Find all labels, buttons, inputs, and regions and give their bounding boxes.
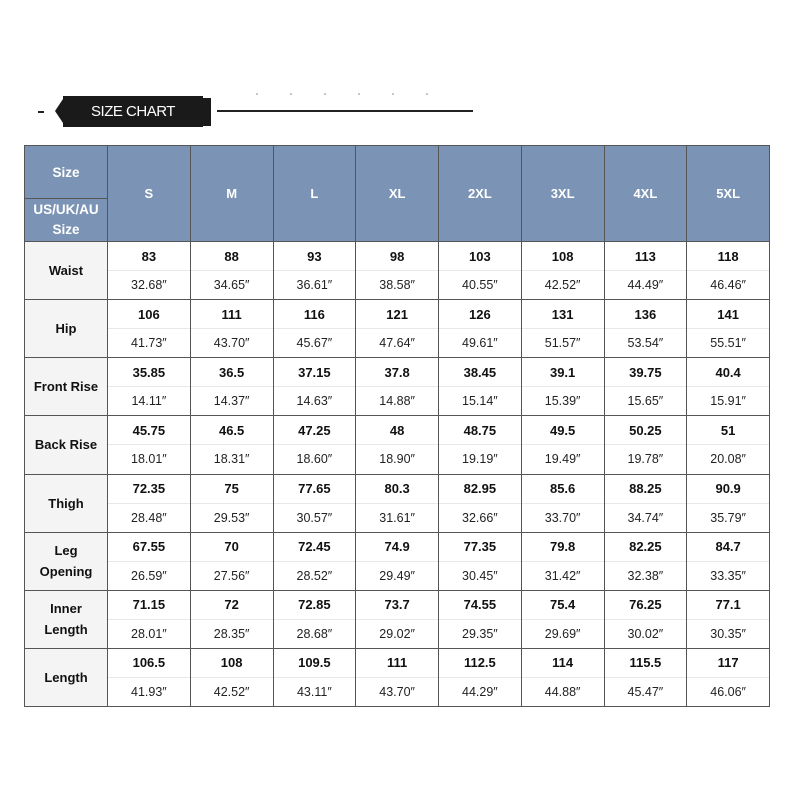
inch-value: 35.79″: [710, 510, 746, 525]
measurement-label-line: Back Rise: [34, 437, 98, 453]
size-value-cell: [439, 416, 522, 474]
inch-value: 43.70″: [213, 336, 250, 351]
inch-value: 29.53″: [213, 510, 250, 525]
size-value-cell: [190, 474, 273, 532]
inch-value: 29.02″: [379, 626, 415, 641]
cm-value: 72.45: [298, 539, 331, 555]
measurement-label-line: Thigh: [48, 495, 84, 511]
table-row: [25, 242, 770, 300]
size-value-cell: [108, 474, 191, 532]
cm-value: 49.5: [549, 422, 576, 438]
size-value-cell: [439, 532, 522, 590]
cm-value: 106: [138, 306, 160, 322]
inch-value: 43.11″: [296, 684, 332, 699]
cm-value: 82.95: [463, 481, 497, 497]
inch-value: 36.61″: [296, 278, 333, 293]
region-size-label: [25, 199, 107, 241]
cm-value: 77.1: [715, 597, 741, 613]
cm-value: 103: [469, 248, 491, 264]
inch-value: 45.67″: [296, 336, 333, 351]
cm-value: 72.85: [298, 597, 331, 613]
size-chart-banner: [0, 0, 800, 140]
size-value-cell: [687, 590, 770, 648]
inch-value: 15.91″: [710, 394, 746, 409]
inch-value: 28.68″: [296, 626, 333, 641]
inch-value: 42.52″: [544, 278, 581, 293]
measurement-label-line: Opening: [39, 564, 93, 580]
cm-value: 51: [720, 422, 736, 438]
size-value-cell: [273, 300, 356, 358]
cm-value: 75: [224, 481, 239, 497]
banner-dash: [38, 111, 44, 113]
inch-value: 41.93″: [131, 684, 167, 699]
header-row: [25, 146, 770, 242]
measurement-label-line: Leg: [54, 543, 78, 559]
cm-value: 108: [551, 248, 574, 264]
cm-value: 39.1: [549, 364, 576, 380]
inch-value: 28.01″: [131, 626, 167, 641]
cm-value: 77.35: [463, 539, 497, 555]
inch-value: 46.06″: [710, 684, 746, 699]
size-value-cell: [439, 648, 522, 706]
inch-value: 44.49″: [627, 278, 664, 293]
size-value-cell: [439, 242, 522, 300]
cm-value: 45.75: [132, 422, 166, 438]
cm-value: 109.5: [298, 655, 331, 671]
inch-value: 30.57″: [296, 510, 333, 525]
cm-value: 71.15: [132, 597, 166, 613]
cm-value: 72.35: [132, 481, 166, 497]
cm-value: 79.8: [549, 539, 576, 555]
inch-value: 32.68″: [131, 278, 167, 293]
size-value-cell: [273, 474, 356, 532]
inch-value: 14.37″: [213, 394, 250, 409]
inch-value: 30.35″: [710, 626, 746, 641]
inch-value: 31.42″: [544, 568, 581, 583]
size-value-cell: [356, 474, 439, 532]
inch-value: 34.74″: [627, 510, 664, 525]
size-value-cell: [604, 416, 687, 474]
size-col-m: M: [190, 146, 273, 242]
size-value-cell: [687, 532, 770, 590]
inch-value: 28.52″: [296, 568, 333, 583]
cm-value: 85.6: [549, 481, 576, 497]
cm-value: 114: [552, 655, 574, 671]
cm-value: 106.5: [132, 655, 166, 671]
size-value-cell: [521, 242, 604, 300]
inch-value: 44.29″: [462, 684, 498, 699]
inch-value: 53.54″: [627, 336, 664, 351]
cm-value: 74.55: [463, 597, 497, 613]
size-value-cell: [687, 300, 770, 358]
size-value-cell: [190, 300, 273, 358]
cm-value: 72: [224, 597, 239, 613]
inch-value: 55.51″: [710, 336, 746, 351]
inch-value: 30.02″: [627, 626, 664, 641]
inch-value: 28.48″: [131, 510, 167, 525]
size-value-cell: [356, 358, 439, 416]
inch-value: 31.61″: [379, 510, 415, 525]
table-row: [25, 474, 770, 532]
size-col-xl: XL: [356, 146, 439, 242]
inch-value: 38.58″: [379, 278, 415, 293]
inch-value: 42.52″: [213, 684, 250, 699]
inch-value: 15.39″: [544, 394, 581, 409]
cm-value: 90.9: [715, 481, 741, 497]
region-label-line1: US/UK/AU: [33, 202, 99, 217]
size-value-cell: [604, 358, 687, 416]
cm-value: 36.5: [218, 364, 245, 380]
size-col-4xl: 4XL: [604, 146, 687, 242]
size-value-cell: [687, 358, 770, 416]
cm-value: 98: [389, 248, 405, 264]
size-value-cell: [521, 648, 604, 706]
size-value-cell: [190, 416, 273, 474]
size-value-cell: [604, 648, 687, 706]
size-value-cell: [108, 416, 191, 474]
cm-value: 37.15: [298, 364, 331, 380]
size-value-cell: [521, 416, 604, 474]
inch-value: 51.57″: [544, 336, 581, 351]
cm-value: 108: [220, 655, 243, 671]
inch-value: 19.78″: [627, 452, 664, 467]
size-value-cell: [356, 590, 439, 648]
size-value-cell: [356, 648, 439, 706]
inch-value: 33.70″: [544, 510, 581, 525]
size-value-cell: [521, 532, 604, 590]
size-value-cell: [521, 358, 604, 416]
measurement-label: [25, 648, 108, 706]
inch-value: 32.66″: [462, 510, 498, 525]
cm-value: 67.55: [132, 539, 166, 555]
size-value-cell: [190, 648, 273, 706]
size-value-cell: [190, 358, 273, 416]
cm-value: 112.5: [463, 655, 496, 671]
banner-rule: [217, 110, 473, 112]
cm-value: 70: [224, 539, 239, 555]
cm-value: 38.45: [463, 364, 497, 380]
cm-value: 37.8: [384, 364, 410, 380]
cm-value: 46.5: [218, 422, 245, 438]
table-row: [25, 648, 770, 706]
inch-value: 19.49″: [544, 452, 581, 467]
size-value-cell: [356, 532, 439, 590]
cm-value: 74.9: [384, 539, 410, 555]
size-value-cell: [604, 532, 687, 590]
inch-value: 49.61″: [462, 336, 498, 351]
size-value-cell: [604, 590, 687, 648]
measurement-label: [25, 474, 108, 532]
region-label-line2: Size: [52, 222, 80, 237]
size-value-cell: [687, 474, 770, 532]
size-header-cell: [25, 146, 108, 242]
cm-value: 76.25: [629, 597, 662, 613]
size-col-l: L: [273, 146, 356, 242]
cm-value: 75.4: [549, 597, 576, 613]
inch-value: 34.65″: [213, 278, 250, 293]
size-value-cell: [273, 648, 356, 706]
measurement-label-line: Length: [44, 669, 88, 685]
cm-value: 111: [386, 655, 408, 671]
size-value-cell: [108, 648, 191, 706]
size-value-cell: [190, 590, 273, 648]
cm-value: 83: [141, 248, 157, 264]
cm-value: 117: [717, 655, 739, 671]
cm-value: 141: [717, 306, 739, 322]
size-value-cell: [687, 242, 770, 300]
cm-value: 113: [634, 248, 656, 264]
cm-value: 93: [307, 248, 322, 264]
inch-value: 47.64″: [379, 336, 415, 351]
size-value-cell: [108, 358, 191, 416]
inch-value: 15.14″: [462, 394, 498, 409]
size-col-5xl: 5XL: [687, 146, 770, 242]
banner-dots: [240, 93, 460, 95]
cm-value: 50.25: [629, 422, 662, 438]
size-value-cell: [521, 590, 604, 648]
table-row: [25, 590, 770, 648]
size-value-cell: [108, 300, 191, 358]
inch-value: 28.35″: [213, 626, 250, 641]
inch-value: 29.35″: [462, 626, 498, 641]
inch-value: 19.19″: [462, 452, 498, 467]
inch-value: 14.63″: [296, 394, 333, 409]
inch-value: 32.38″: [627, 568, 664, 583]
inch-value: 18.01″: [131, 452, 167, 467]
inch-value: 15.65″: [627, 394, 664, 409]
size-value-cell: [273, 590, 356, 648]
inch-value: 14.11″: [131, 394, 167, 409]
size-value-cell: [687, 648, 770, 706]
inch-value: 40.55″: [462, 278, 498, 293]
size-value-cell: [604, 242, 687, 300]
size-value-cell: [439, 358, 522, 416]
inch-value: 29.49″: [379, 568, 415, 583]
inch-value: 18.90″: [379, 452, 415, 467]
size-value-cell: [190, 532, 273, 590]
inch-value: 41.73″: [131, 336, 167, 351]
size-value-cell: [521, 474, 604, 532]
banner-title: SIZE CHART: [63, 96, 203, 127]
measurement-label-line: Inner: [50, 601, 82, 617]
cm-value: 84.7: [715, 539, 741, 555]
table-row: [25, 416, 770, 474]
inch-value: 26.59″: [131, 568, 167, 583]
size-col-3xl: 3XL: [521, 146, 604, 242]
inch-value: 27.56″: [213, 568, 250, 583]
size-col-2xl: 2XL: [439, 146, 522, 242]
banner-right-tab: [203, 98, 211, 126]
size-value-cell: [439, 474, 522, 532]
cm-value: 116: [303, 306, 325, 322]
measurement-label-line: Length: [44, 622, 88, 638]
inch-value: 20.08″: [710, 452, 746, 467]
size-value-cell: [356, 242, 439, 300]
size-value-cell: [687, 416, 770, 474]
cm-value: 39.75: [629, 364, 662, 380]
cm-value: 115.5: [629, 655, 662, 671]
cm-value: 73.7: [384, 597, 410, 613]
size-label: Size: [25, 146, 107, 199]
size-chart-table: [24, 145, 770, 707]
inch-value: 46.46″: [710, 278, 746, 293]
size-value-cell: [356, 300, 439, 358]
size-value-cell: [273, 532, 356, 590]
cm-value: 131: [551, 306, 574, 322]
inch-value: 18.60″: [296, 452, 333, 467]
cm-value: 48.75: [463, 422, 497, 438]
cm-value: 40.4: [715, 364, 741, 380]
size-chart-body: [25, 242, 770, 707]
cm-value: 35.85: [132, 364, 166, 380]
inch-value: 29.69″: [544, 626, 581, 641]
cm-value: 47.25: [298, 422, 331, 438]
inch-value: 18.31″: [213, 452, 250, 467]
measurement-label: [25, 242, 108, 300]
size-value-cell: [521, 300, 604, 358]
inch-value: 44.88″: [544, 684, 581, 699]
inch-value: 45.47″: [627, 684, 664, 699]
measurement-label: [25, 590, 108, 648]
size-col-s: S: [108, 146, 191, 242]
cm-value: 88: [224, 248, 239, 264]
cm-value: 77.65: [298, 481, 331, 497]
cm-value: 136: [634, 306, 657, 322]
measurement-label: [25, 416, 108, 474]
measurement-label-line: Waist: [48, 263, 84, 279]
inch-value: 30.45″: [462, 568, 498, 583]
inch-value: 33.35″: [710, 568, 746, 583]
cm-value: 48: [389, 422, 405, 438]
size-value-cell: [108, 532, 191, 590]
size-value-cell: [439, 300, 522, 358]
size-value-cell: [190, 242, 273, 300]
size-value-cell: [273, 358, 356, 416]
measurement-label: [25, 300, 108, 358]
cm-value: 118: [717, 248, 739, 264]
size-value-cell: [273, 242, 356, 300]
cm-value: 88.25: [629, 481, 662, 497]
measurement-label-line: Hip: [55, 321, 77, 337]
measurement-label: [25, 358, 108, 416]
cm-value: 80.3: [384, 481, 410, 497]
cm-value: 82.25: [629, 539, 662, 555]
measurement-label: [25, 532, 108, 590]
size-value-cell: [604, 474, 687, 532]
size-value-cell: [439, 590, 522, 648]
cm-value: 121: [386, 306, 408, 322]
size-value-cell: [108, 242, 191, 300]
measurement-label-line: Front Rise: [33, 379, 99, 395]
table-row: [25, 358, 770, 416]
table-row: [25, 532, 770, 590]
inch-value: 14.88″: [379, 394, 415, 409]
inch-value: 43.70″: [379, 684, 415, 699]
cm-value: 111: [221, 306, 242, 322]
table-row: [25, 300, 770, 358]
cm-value: 126: [469, 306, 491, 322]
size-value-cell: [108, 590, 191, 648]
size-value-cell: [356, 416, 439, 474]
size-value-cell: [604, 300, 687, 358]
size-value-cell: [273, 416, 356, 474]
